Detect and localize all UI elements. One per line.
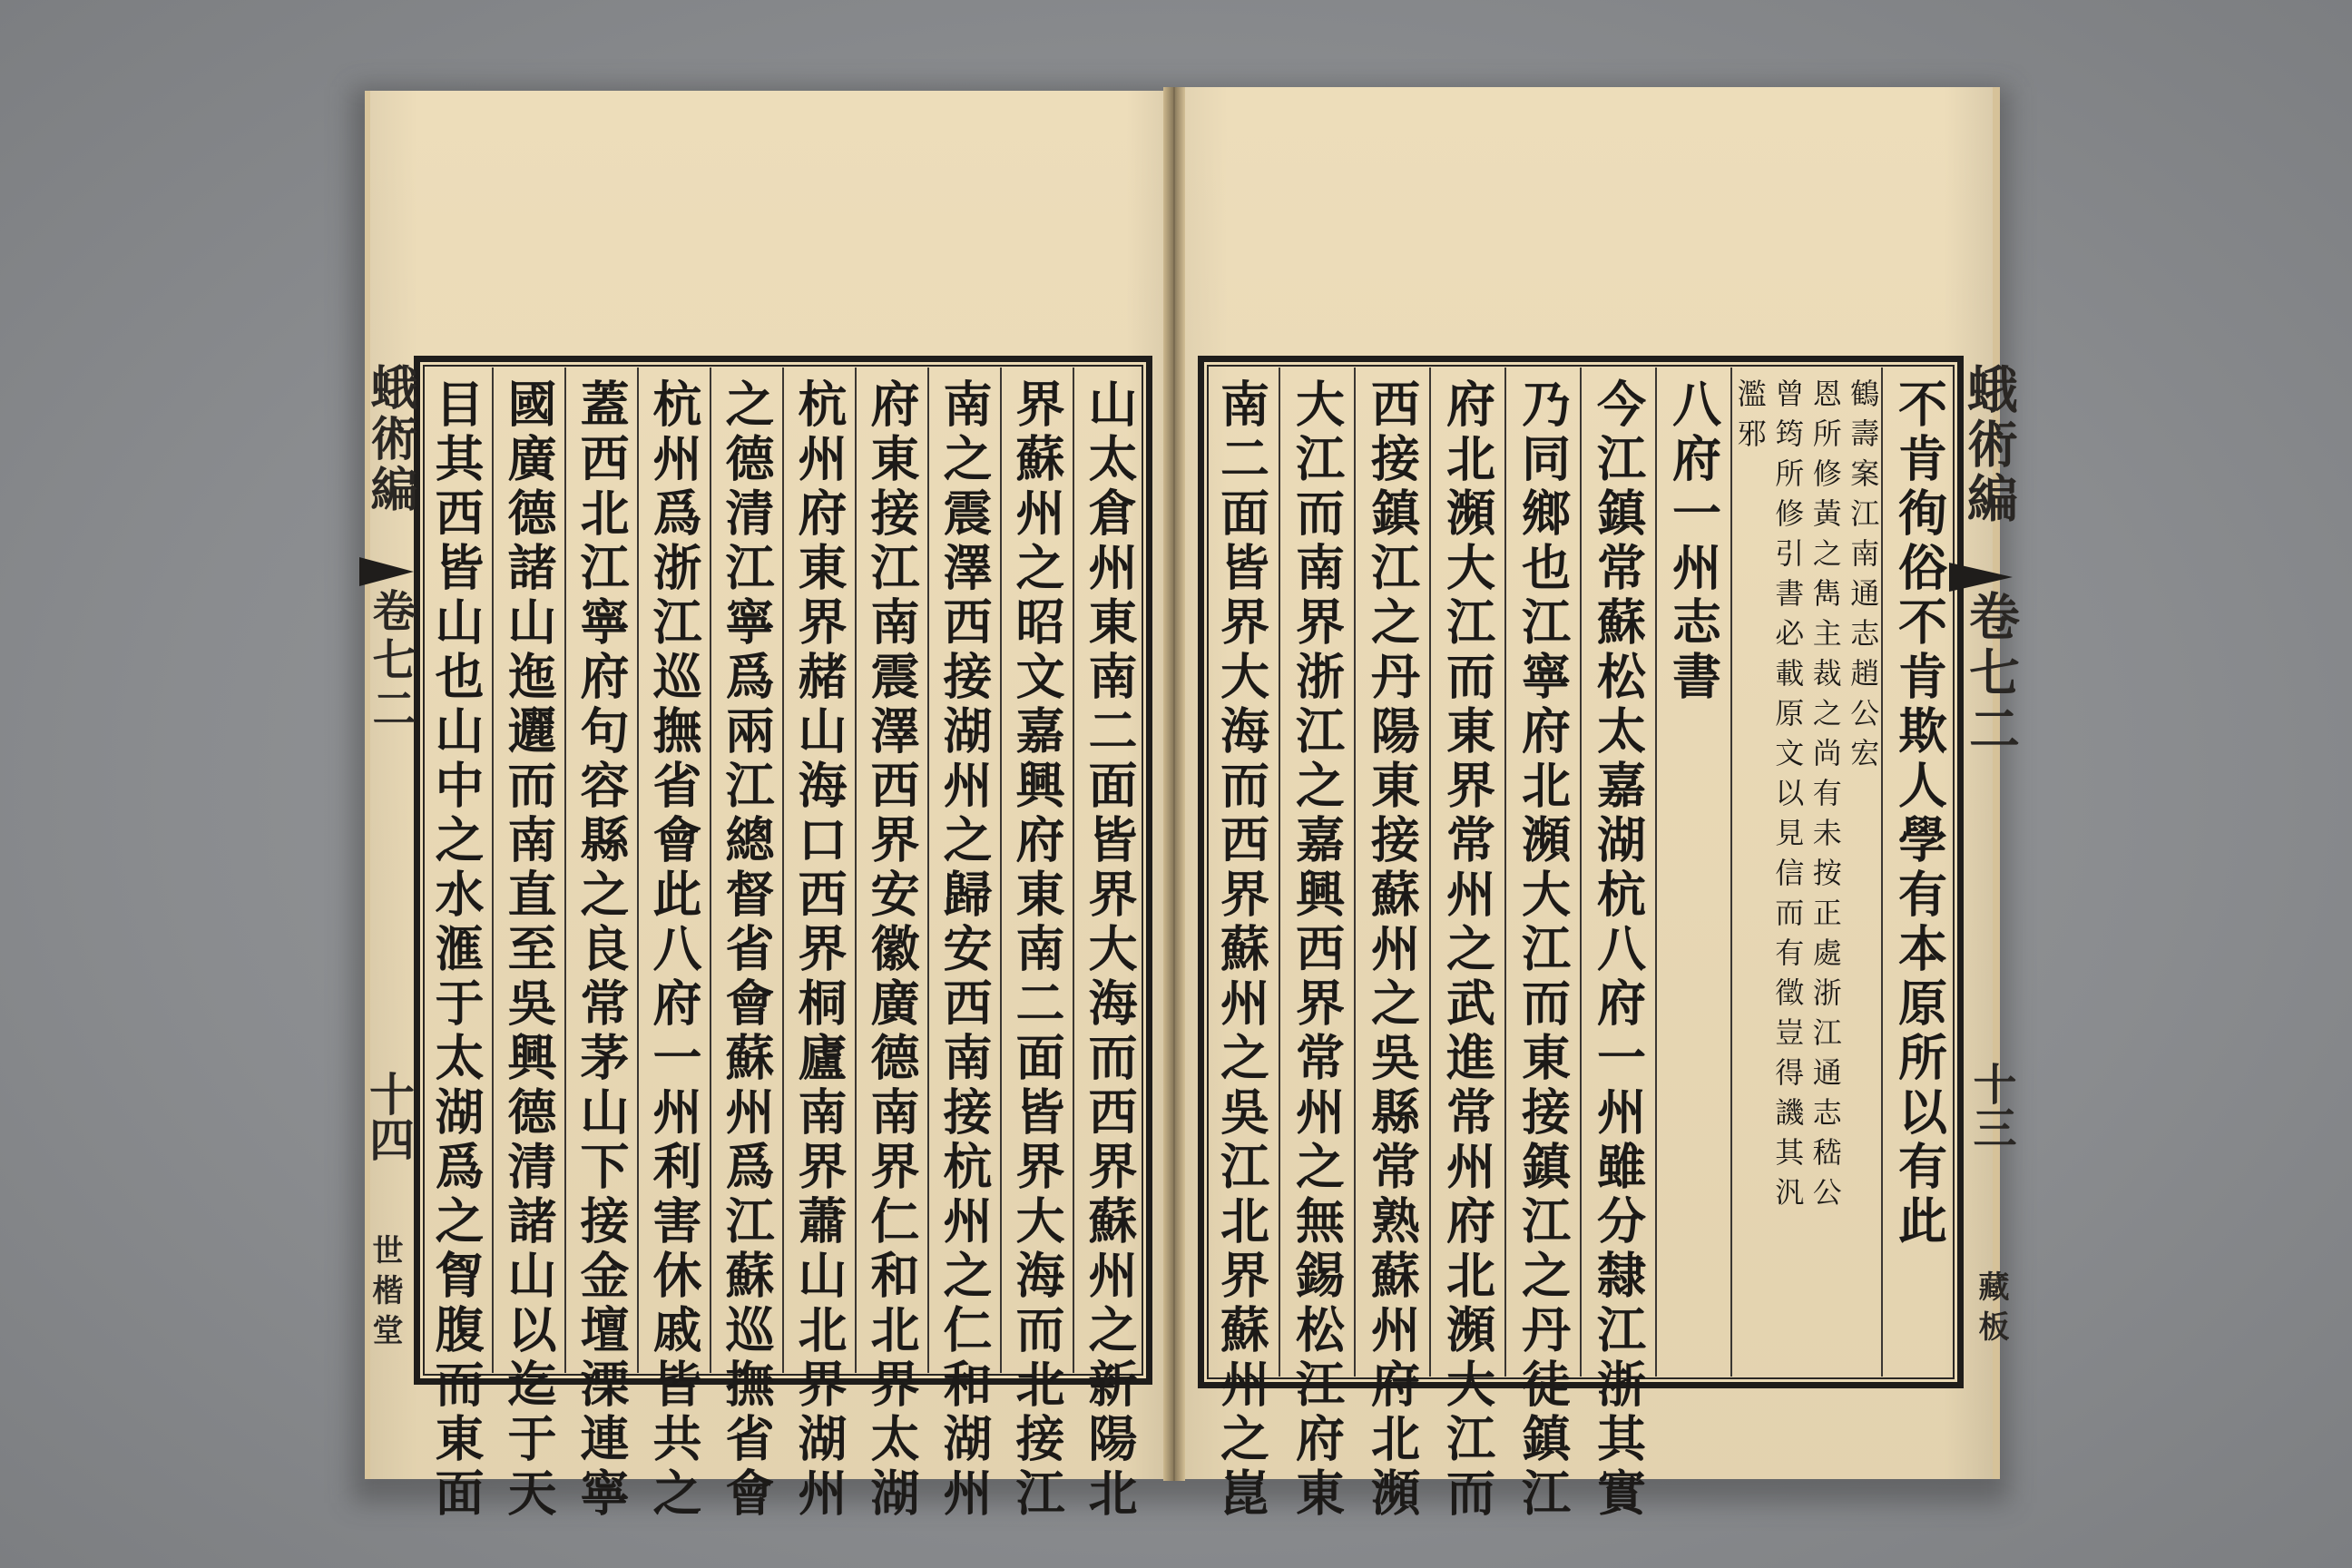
right-margin-juan: 卷七二 <box>1961 590 2021 759</box>
right-column <box>1769 378 1808 1373</box>
right-column-text: 不肯徇俗不肯欺人學有本原所以有此 <box>1890 378 1949 1250</box>
left-column-text: 國廣德諸山迤邐而南直至吳興德清諸山以迄于天 <box>500 378 558 1522</box>
right-column <box>1505 378 1581 1522</box>
left-margin-title: 蛾術編 <box>362 363 417 515</box>
left-column <box>1073 378 1146 1522</box>
left-text-frame <box>414 356 1152 1522</box>
left-column-text: 界蘇州之昭文嘉興府東南二面皆界大海而北接江 <box>1008 378 1066 1522</box>
right-column <box>1845 378 1883 1373</box>
right-fish-tail <box>1949 563 2013 592</box>
left-column-text: 杭州府東界赭山海口西界桐廬南界蕭山北界湖州 <box>790 378 848 1522</box>
right-column <box>1279 378 1355 1522</box>
right-column-text: 西接鎮江之丹陽東接蘇州之吳縣常熟蘇州府北瀕 <box>1363 378 1422 1522</box>
left-margin-publisher: 世楷堂 <box>367 1234 403 1354</box>
right-column <box>1807 378 1845 1373</box>
right-column-text: 八府一州志書 <box>1664 378 1723 705</box>
right-column <box>1656 378 1731 1373</box>
left-column <box>493 378 565 1522</box>
right-text-frame <box>1198 356 1964 1522</box>
right-column <box>1882 378 1957 1373</box>
left-column-text: 南之震澤西接湖州之歸安西南接杭州之仁和湖州 <box>936 378 994 1522</box>
right-column <box>1731 378 1769 1373</box>
right-margin-folio: 十三 <box>1965 1062 2016 1149</box>
right-column <box>1204 378 1279 1522</box>
left-column-text: 杭州爲浙江巡撫省會此八府一州利害休戚皆共之 <box>645 378 703 1522</box>
right-column-text: 恩所修黃之雋主裁之尚有未按正處浙江通志嵇公 <box>1808 378 1843 1217</box>
right-column <box>1430 378 1505 1522</box>
right-column <box>1355 378 1430 1522</box>
left-margin-folio: 十四 <box>362 1071 416 1161</box>
right-column-text: 大江而南界浙江之嘉興西界常州之無錫松江府東 <box>1288 378 1347 1522</box>
left-fish-tail <box>359 557 414 586</box>
left-column <box>710 378 783 1522</box>
left-column-text: 目其西皆山也山中之水滙于太湖爲之胷腹而東面 <box>427 378 485 1522</box>
left-column <box>928 378 1001 1522</box>
right-column-text: 乃同鄉也江寧府北瀕大江而東接鎮江之丹徒鎮江 <box>1514 378 1573 1522</box>
right-column-text: 南二面皆界大海而西界蘇州之吳江北界蘇州之崑 <box>1212 378 1271 1522</box>
book-gutter <box>1163 87 1185 1481</box>
left-column <box>1001 378 1073 1522</box>
right-column-text: 今江鎮常蘇松太嘉湖杭八府一州雖分隸江浙其實 <box>1589 378 1648 1522</box>
left-column <box>783 378 856 1522</box>
right-column <box>1581 378 1656 1522</box>
right-column-text: 府北瀕大江而東界常州之武進常州府北瀕大江而 <box>1438 378 1497 1522</box>
left-column <box>856 378 928 1522</box>
left-column-text: 蓋西北江寧府句容縣之良常茅山下接金壇溧連寧 <box>573 378 631 1522</box>
right-margin-imprint: 藏板 <box>1973 1270 2009 1350</box>
right-column-text: 鶴壽案江南通志趙公宏 <box>1846 378 1881 778</box>
right-margin-title: 蛾術編 <box>1959 363 2019 526</box>
left-column <box>565 378 638 1522</box>
left-column <box>420 378 493 1522</box>
left-column-text: 山太倉州東南二面皆界大海而西界蘇州之新陽北 <box>1081 378 1139 1522</box>
left-column <box>638 378 710 1522</box>
right-column-text: 曾筠所修引書必載原文以見信而有徵豈得譏其汎 <box>1770 378 1806 1217</box>
left-column-text: 府東接江南震澤西界安徽廣德南界仁和北界太湖 <box>863 378 921 1522</box>
left-column-text: 之德清江寧爲兩江總督省會蘇州爲江蘇巡撫省會 <box>718 378 776 1522</box>
right-column-text: 濫邪 <box>1732 378 1768 458</box>
left-margin-juan: 卷七二 <box>365 588 416 735</box>
